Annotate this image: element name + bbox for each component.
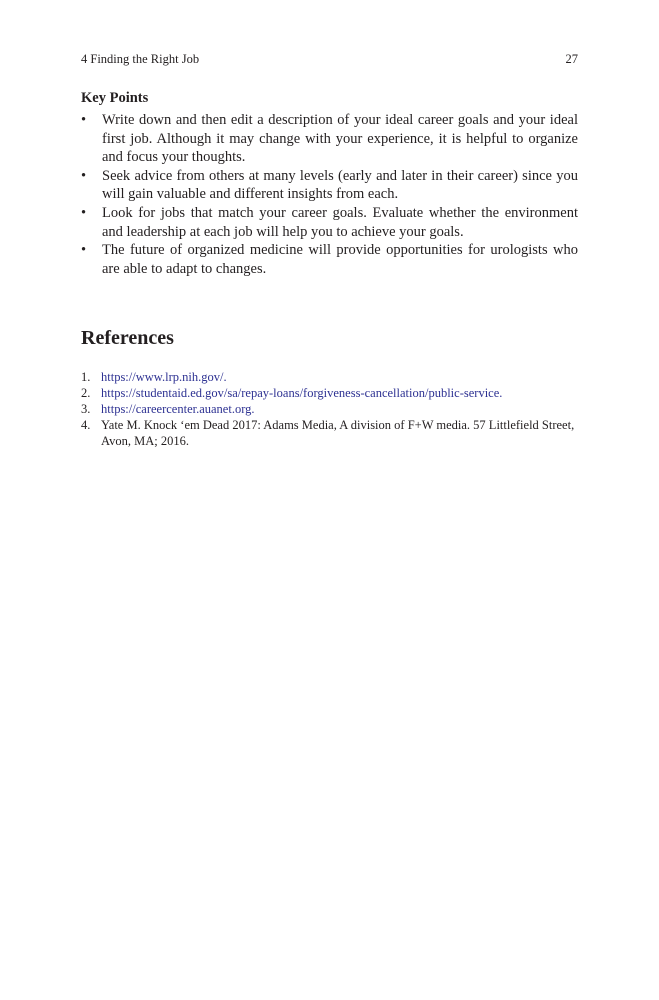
reference-text: Yate M. Knock ‘em Dead 2017: Adams Media, A division of F+W media. 57 Littlefield Street, Avon, MA; 2016. <box>101 418 575 448</box>
reference-item <box>81 401 578 417</box>
key-point-text: Look for jobs that match your career goals. Evaluate whether the environment and leadership at each job will help you to achieve your goals. <box>102 204 578 240</box>
reference-number: 4. <box>81 418 91 432</box>
references-list <box>81 369 578 449</box>
reference-number: 1. <box>81 370 91 384</box>
key-point-text: Write down and then edit a description of your ideal career goals and your ideal first job. Although it may change with your experience, it is helpful to organize and focus your thoughts. <box>102 112 578 166</box>
reference-link[interactable]: https://www.lrp.nih.gov/. <box>101 370 227 384</box>
reference-item <box>81 385 578 401</box>
key-point-item <box>81 241 578 278</box>
bullet-icon: • <box>81 167 87 184</box>
reference-link[interactable]: https://careercenter.auanet.org. <box>101 402 255 416</box>
key-points-list <box>81 111 578 278</box>
running-head <box>81 51 578 67</box>
reference-item <box>81 417 578 449</box>
key-points-heading: Key Points <box>81 90 149 106</box>
bullet-icon: • <box>81 112 87 128</box>
key-point-text: The future of organized medicine will provide opportunities for urologists who are able to adapt to changes. <box>102 242 578 277</box>
bullet-icon: • <box>81 242 87 259</box>
reference-number: 3. <box>81 402 91 416</box>
key-point-item <box>81 204 578 241</box>
reference-link[interactable]: https://studentaid.ed.gov/sa/repay-loans/forgiveness-cancellation/public-service. <box>101 386 503 400</box>
page-number: 27 <box>565 52 578 66</box>
reference-number: 2. <box>81 386 91 400</box>
references-heading: References <box>81 327 174 349</box>
key-point-text: Seek advice from others at many levels (early and later in their career) since you will gain valuable and different insights from each. <box>102 167 578 203</box>
key-point-item <box>81 111 578 167</box>
bullet-icon: • <box>81 204 87 221</box>
chapter-title: 4 Finding the Right Job <box>81 52 200 66</box>
reference-item <box>81 369 578 385</box>
key-point-item <box>81 167 578 204</box>
